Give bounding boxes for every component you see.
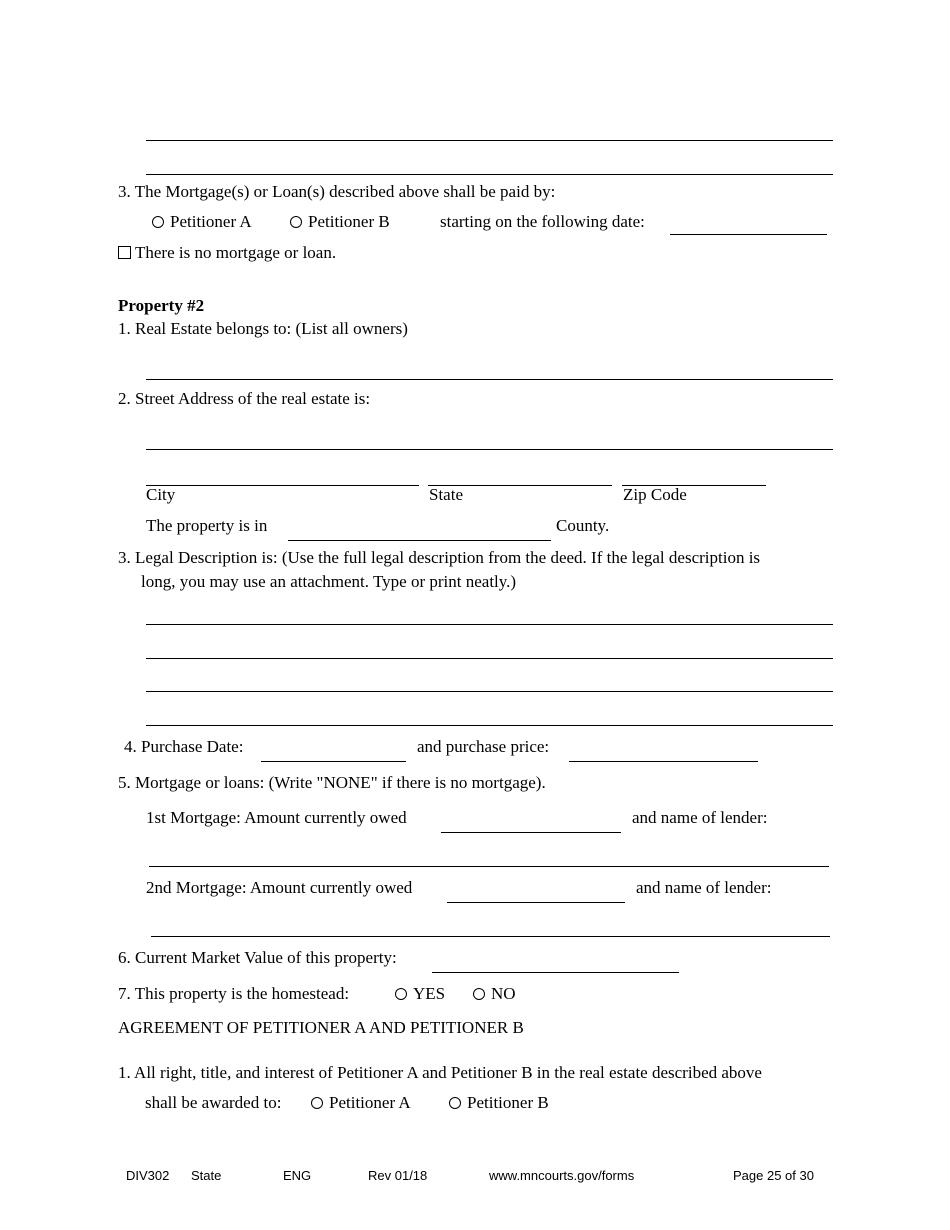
city-field[interactable] bbox=[146, 485, 419, 486]
second-lender-field[interactable] bbox=[151, 936, 830, 937]
agreement-item-1-text: 1. All right, title, and interest of Petitioner A and Petitioner B in the real estate described above bbox=[118, 1063, 762, 1082]
state-label: State bbox=[429, 485, 463, 504]
purchase-date-label: 4. Purchase Date: bbox=[124, 737, 244, 756]
starting-date-field[interactable] bbox=[670, 234, 827, 235]
radio-icon[interactable] bbox=[290, 216, 302, 228]
zip-label: Zip Code bbox=[623, 485, 687, 504]
county-field[interactable] bbox=[288, 540, 551, 541]
legal-description-field[interactable] bbox=[146, 725, 833, 726]
radio-icon[interactable] bbox=[395, 988, 407, 1000]
footer-url[interactable]: www.mncourts.gov/forms bbox=[489, 1168, 635, 1183]
radio-icon[interactable] bbox=[152, 216, 164, 228]
street-address-field[interactable] bbox=[146, 449, 833, 450]
first-lender-field[interactable] bbox=[149, 866, 829, 867]
starting-date-label: starting on the following date: bbox=[440, 212, 645, 231]
street-address-label: 2. Street Address of the real estate is: bbox=[118, 389, 371, 408]
legal-description-field[interactable] bbox=[146, 624, 833, 625]
radio-icon[interactable] bbox=[311, 1097, 323, 1109]
homestead-yes-option[interactable]: YES bbox=[395, 984, 445, 1004]
answer-line[interactable] bbox=[146, 174, 833, 175]
footer-state: State bbox=[191, 1168, 222, 1183]
property-county-label: The property is in bbox=[146, 516, 268, 535]
mortgage-paid-by-label: 3. The Mortgage(s) or Loan(s) described above shall be paid by: bbox=[118, 182, 556, 201]
checkbox-icon[interactable] bbox=[118, 246, 131, 259]
agreement-heading: AGREEMENT OF PETITIONER A AND PETITIONER B bbox=[118, 1018, 524, 1037]
second-lender-label: and name of lender: bbox=[636, 878, 772, 897]
awarded-to-label: shall be awarded to: bbox=[145, 1093, 282, 1112]
purchase-price-field[interactable] bbox=[569, 761, 758, 762]
second-mortgage-amount-field[interactable] bbox=[447, 902, 625, 903]
legal-description-field[interactable] bbox=[146, 691, 833, 692]
property-2-heading: Property #2 bbox=[118, 296, 205, 315]
legal-description-note: long, you may use an attachment. Type or print neatly.) bbox=[141, 572, 517, 591]
first-mortgage-amount-field[interactable] bbox=[441, 832, 621, 833]
second-mortgage-label: 2nd Mortgage: Amount currently owed bbox=[146, 878, 413, 897]
footer-language: ENG bbox=[283, 1168, 312, 1183]
footer-form-id: DIV302 bbox=[126, 1168, 170, 1183]
real-estate-owners-label: 1. Real Estate belongs to: (List all owners) bbox=[118, 319, 408, 338]
radio-icon[interactable] bbox=[449, 1097, 461, 1109]
first-mortgage-label: 1st Mortgage: Amount currently owed bbox=[146, 808, 407, 827]
radio-icon[interactable] bbox=[473, 988, 485, 1000]
homestead-label: 7. This property is the homestead: bbox=[118, 984, 350, 1003]
homestead-no-option[interactable]: NO bbox=[473, 984, 516, 1004]
paid-by-petitioner-b-option[interactable]: Petitioner B bbox=[290, 212, 390, 232]
mortgage-loans-label: 5. Mortgage or loans: (Write "NONE" if there is no mortgage). bbox=[118, 773, 546, 792]
market-value-label: 6. Current Market Value of this property: bbox=[118, 948, 397, 967]
footer-page-number: Page 25 of 30 bbox=[733, 1168, 814, 1183]
county-label: County. bbox=[556, 516, 610, 535]
answer-line[interactable] bbox=[146, 140, 833, 141]
city-label: City bbox=[146, 485, 176, 504]
market-value-field[interactable] bbox=[432, 972, 679, 973]
paid-by-petitioner-a-option[interactable]: Petitioner A bbox=[152, 212, 252, 232]
no-mortgage-option[interactable]: There is no mortgage or loan. bbox=[118, 243, 336, 263]
legal-description-label: 3. Legal Description is: (Use the full legal description from the deed. If the legal description is bbox=[118, 548, 761, 567]
legal-description-field[interactable] bbox=[146, 658, 833, 659]
purchase-date-field[interactable] bbox=[261, 761, 406, 762]
owners-field[interactable] bbox=[146, 379, 833, 380]
awarded-petitioner-b-option[interactable]: Petitioner B bbox=[449, 1093, 549, 1113]
first-lender-label: and name of lender: bbox=[632, 808, 768, 827]
purchase-price-label: and purchase price: bbox=[417, 737, 550, 756]
footer-revision: Rev 01/18 bbox=[368, 1168, 428, 1183]
awarded-petitioner-a-option[interactable]: Petitioner A bbox=[311, 1093, 411, 1113]
